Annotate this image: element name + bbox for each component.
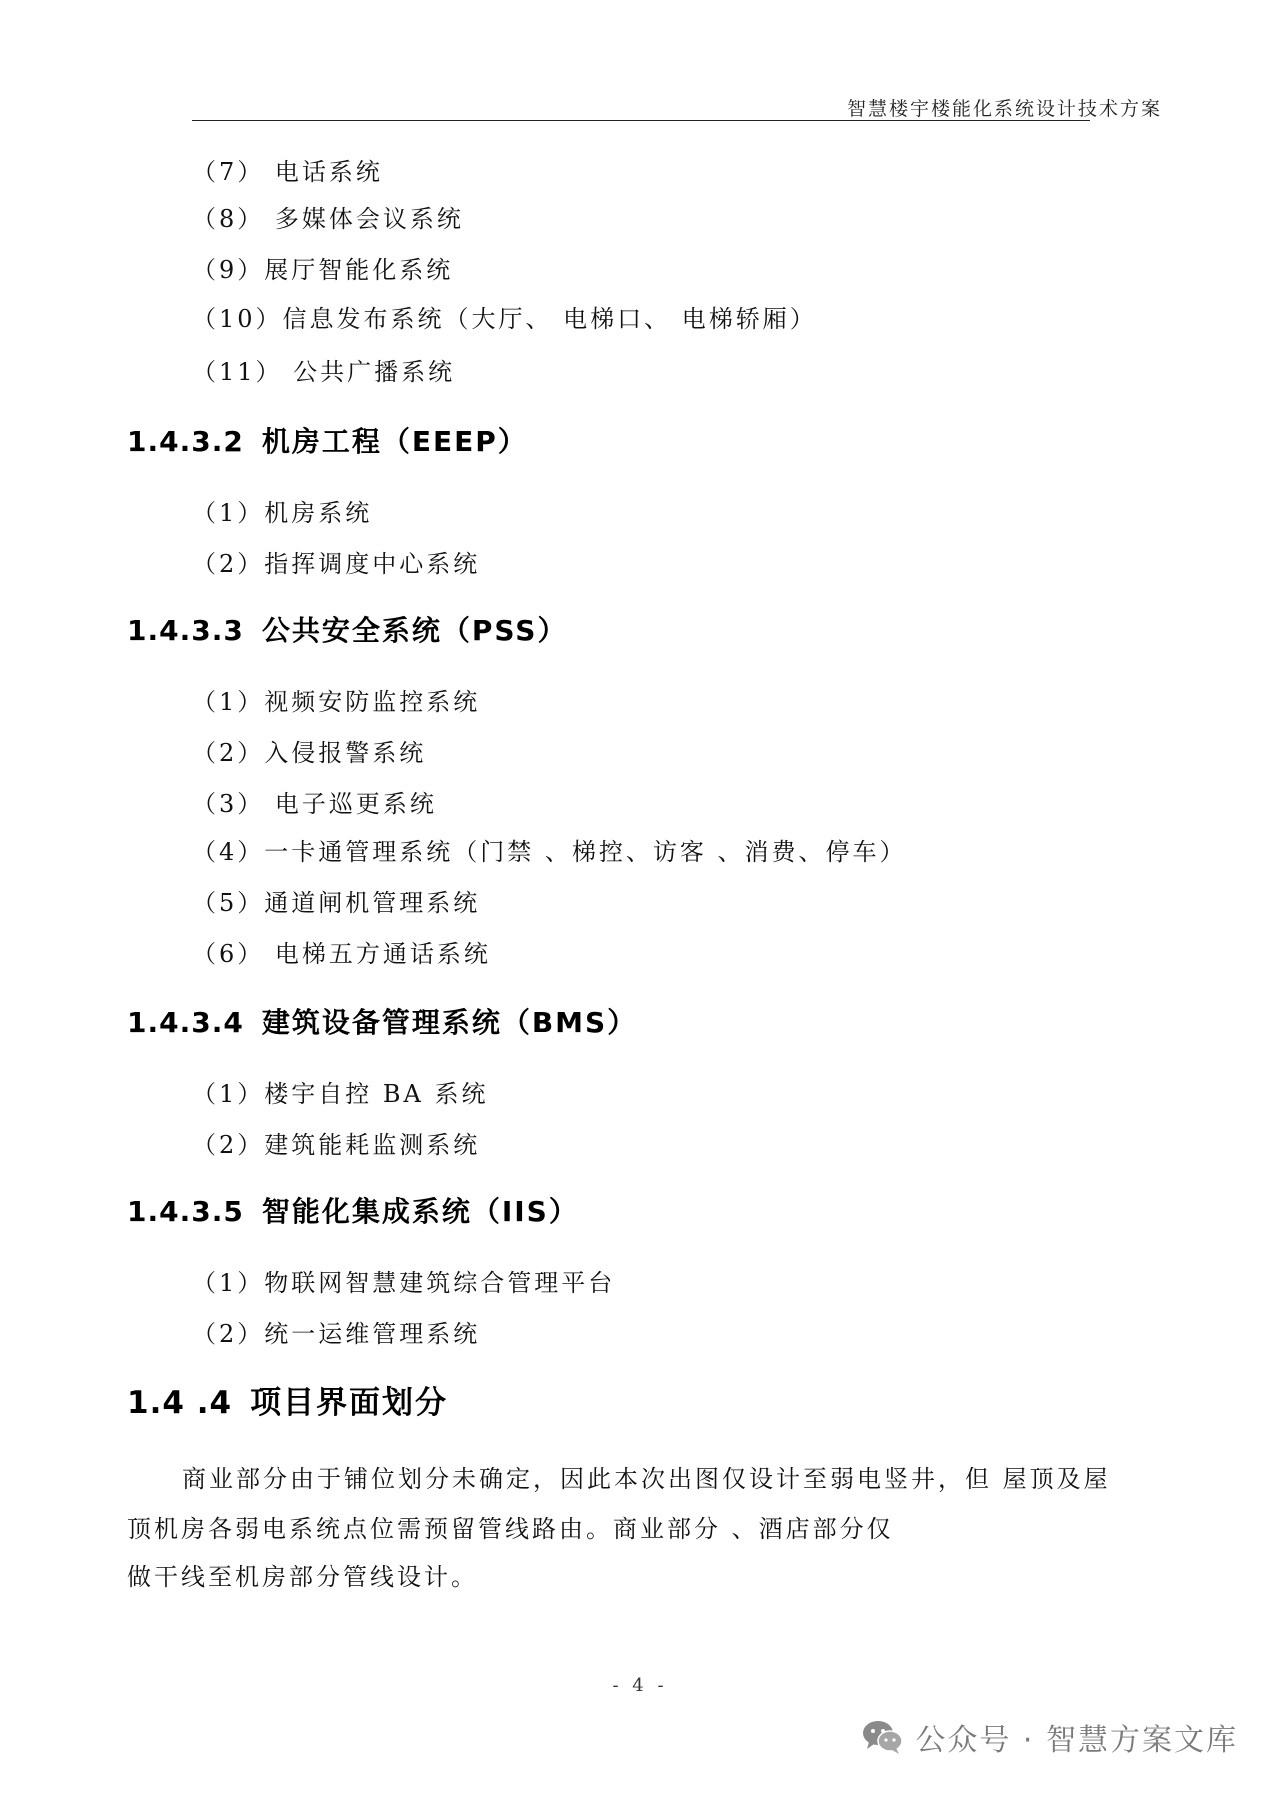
section-title: 建筑设备管理系统（BMS） xyxy=(261,1006,638,1039)
section-title: 项目界面划分 xyxy=(250,1385,449,1421)
list-item: （8） 多媒体会议系统 xyxy=(192,205,464,233)
section-title: 公共安全系统（PSS） xyxy=(261,614,568,647)
section-heading xyxy=(127,1385,448,1421)
list-item: （3） 电子巡更系统 xyxy=(192,790,437,818)
wechat-icon xyxy=(861,1717,905,1757)
list-item: （1）视频安防监控系统 xyxy=(192,688,481,716)
list-item: （5）通道闸机管理系统 xyxy=(192,889,481,917)
paragraph-line: 做干线至机房部分管线设计。 xyxy=(127,1563,478,1591)
section-title: 机房工程（EEEP） xyxy=(261,425,528,458)
section-number: 1.4.3.3 xyxy=(127,614,244,647)
list-item: （11） 公共广播系统 xyxy=(192,358,456,386)
watermark-text: 公众号 · 智慧方案文库 xyxy=(915,1723,1238,1758)
running-header-title: 智慧楼宇楼能化系统设计技术方案 xyxy=(846,98,1162,120)
list-item: （2）指挥调度中心系统 xyxy=(192,550,481,578)
section-number: 1.4.3.2 xyxy=(127,425,244,458)
list-item: （7） 电话系统 xyxy=(192,158,383,186)
list-item: （4）一卡通管理系统（门禁 、梯控、访客 、消费、停车） xyxy=(192,838,907,866)
list-item: （2）统一运维管理系统 xyxy=(192,1320,481,1348)
section-number: 1.4.3.5 xyxy=(127,1195,244,1228)
list-item: （2）建筑能耗监测系统 xyxy=(192,1131,481,1159)
list-item: （6） 电梯五方通话系统 xyxy=(192,940,491,968)
page-number: - 4 - xyxy=(612,1675,668,1696)
paragraph-line: 顶机房各弱电系统点位需预留管线路由。商业部分 、酒店部分仅 xyxy=(127,1515,894,1543)
list-item: （9）展厅智能化系统 xyxy=(192,256,454,284)
list-item: （2）入侵报警系统 xyxy=(192,739,427,767)
section-title: 智能化集成系统（IIS） xyxy=(261,1195,579,1228)
list-item: （1）物联网智慧建筑综合管理平台 xyxy=(192,1269,616,1297)
section-number: 1.4 .4 xyxy=(127,1385,233,1421)
list-item: （1）机房系统 xyxy=(192,499,373,527)
section-heading xyxy=(127,1194,579,1230)
section-heading xyxy=(127,613,567,649)
list-item: （10）信息发布系统（大厅、 电梯口、 电梯轿厢） xyxy=(192,305,817,333)
section-number: 1.4.3.4 xyxy=(127,1006,244,1039)
paragraph-line: 商业部分由于铺位划分未确定，因此本次出图仅设计至弱电竖井，但 屋顶及屋 xyxy=(182,1465,1111,1493)
watermark xyxy=(861,1712,1238,1762)
section-heading xyxy=(127,424,528,460)
section-heading xyxy=(127,1005,637,1041)
header-divider xyxy=(192,120,1090,121)
list-item: （1）楼宇自控 BA 系统 xyxy=(192,1080,489,1108)
